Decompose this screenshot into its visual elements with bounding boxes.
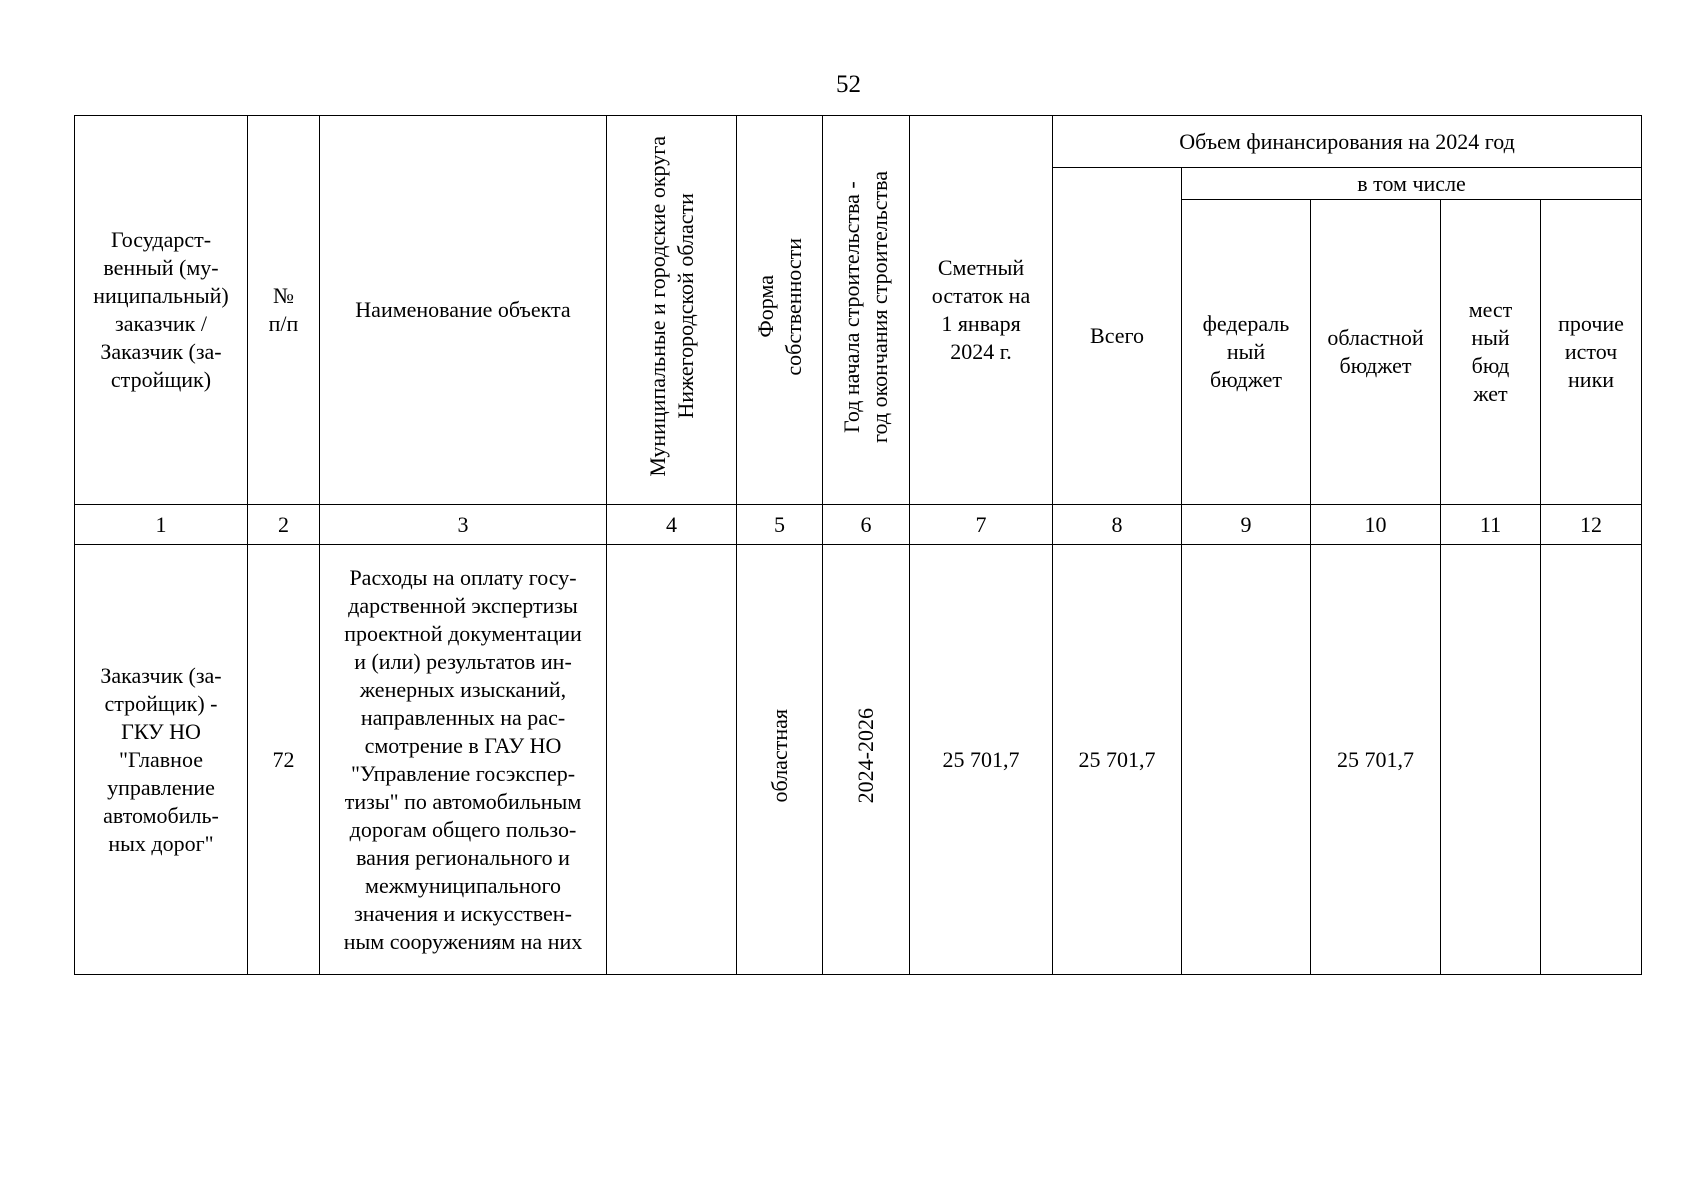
column-number: 5 (737, 505, 823, 545)
row-ownership-value: областная (766, 709, 792, 803)
column-number-row (75, 505, 1642, 545)
row-customer: Заказчик (за- стройщик) - ГКУ НО "Главное управление автомобиль- ных дорог" (75, 545, 248, 975)
page-number: 52 (836, 71, 861, 98)
header-district (607, 116, 737, 505)
column-number: 11 (1441, 505, 1541, 545)
financing-table (74, 115, 1642, 975)
header-local: мест ный бюд жет (1441, 200, 1541, 505)
header-total: Всего (1053, 168, 1182, 505)
column-number: 9 (1182, 505, 1311, 545)
header-district-label: Муниципальные и городские округа Нижегородской области (644, 136, 698, 477)
table-row (75, 545, 1642, 975)
header-other: прочие источ ники (1541, 200, 1642, 505)
header-customer: Государст- венный (му- ниципальный) заказчик / Заказчик (за- стройщик) (75, 116, 248, 505)
column-number: 3 (320, 505, 607, 545)
row-ownership (737, 545, 823, 975)
row-local (1441, 545, 1541, 975)
row-total: 25 701,7 (1053, 545, 1182, 975)
row-regional: 25 701,7 (1311, 545, 1441, 975)
row-years (823, 545, 910, 975)
row-other (1541, 545, 1642, 975)
row-federal (1182, 545, 1311, 975)
header-number: № п/п (248, 116, 320, 505)
column-number: 12 (1541, 505, 1642, 545)
column-number: 2 (248, 505, 320, 545)
header-estimate: Сметный остаток на 1 января 2024 г. (910, 116, 1053, 505)
header-federal: федераль ный бюджет (1182, 200, 1311, 505)
column-number: 6 (823, 505, 910, 545)
row-district (607, 545, 737, 975)
header-ownership-label: Форма собственности (752, 237, 806, 376)
header-ownership (737, 116, 823, 505)
row-years-value: 2024-2026 (853, 708, 878, 804)
header-including: в том числе (1182, 168, 1642, 200)
row-object-name: Расходы на оплату госу- дарственной экспертизы проектной документации и (или) результатов ин- женерных изысканий, направленных на рас- смотрение в ГАУ НО "Управление госэкспер- тизы" по автомобильным дорогам общего пользо- вания регионального и межмуниципального значения и искусствен- ным сооружениям на них (320, 545, 607, 975)
header-years (823, 116, 910, 505)
header-regional: областной бюджет (1311, 200, 1441, 505)
header-years-label: Год начала строительства - год окончания строительства (839, 170, 892, 443)
column-number: 10 (1311, 505, 1441, 545)
header-object-name: Наименование объекта (320, 116, 607, 505)
row-estimate: 25 701,7 (910, 545, 1053, 975)
column-number: 4 (607, 505, 737, 545)
column-number: 7 (910, 505, 1053, 545)
row-number: 72 (248, 545, 320, 975)
header-row-financing (75, 116, 1642, 168)
column-number: 8 (1053, 505, 1182, 545)
header-financing-title: Объем финансирования на 2024 год (1053, 116, 1642, 168)
column-number: 1 (75, 505, 248, 545)
